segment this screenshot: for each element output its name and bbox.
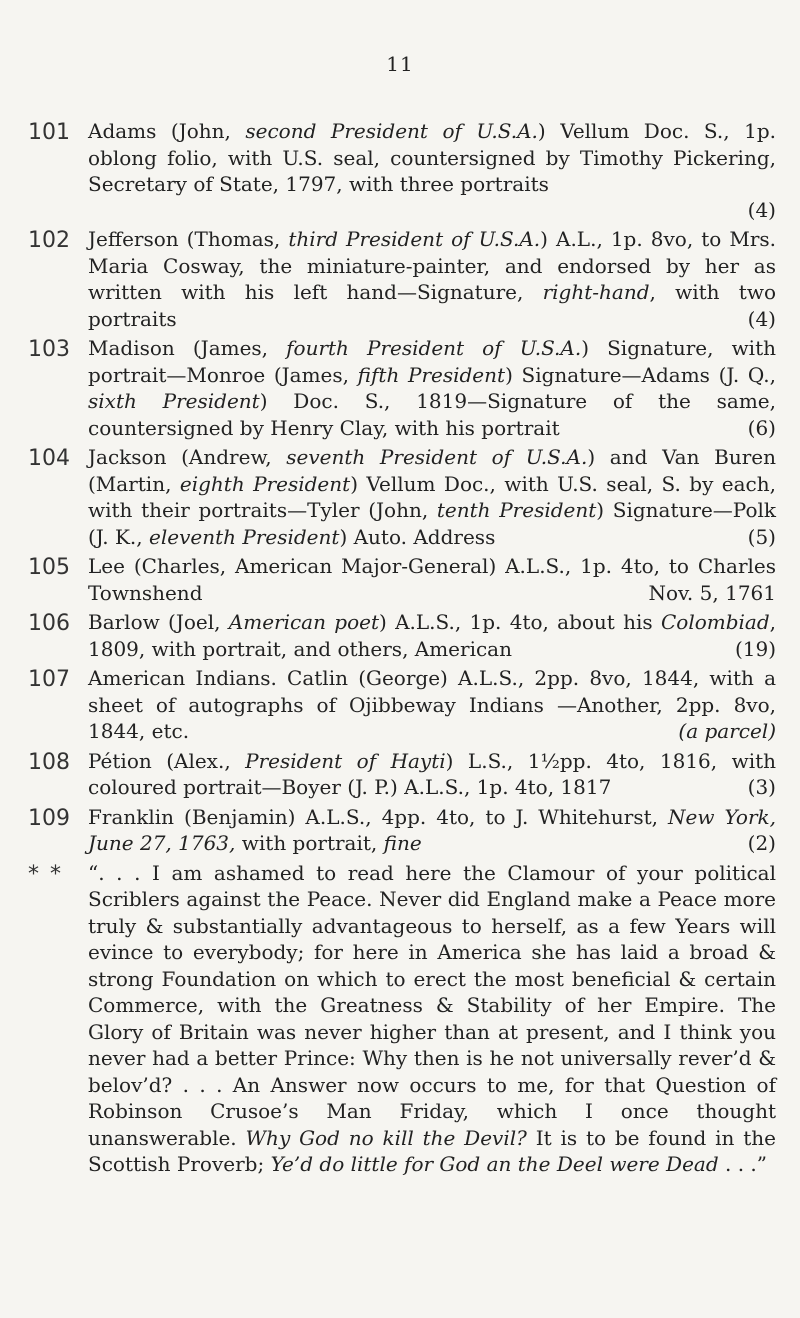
catalogue-lot (28, 860, 788, 1178)
catalogue-lot (28, 804, 788, 857)
text-run: ) Signature—Polk (J. K., (88, 498, 776, 549)
italic-text: sixth President (88, 389, 260, 413)
page-number: 11 (386, 52, 414, 76)
lot-description (88, 335, 776, 441)
text-run: , 1809, with portrait, and others, American (88, 610, 776, 661)
lot-number: 109 (28, 805, 70, 831)
lot-description (88, 444, 776, 550)
text-run: ) Signature—Adams (J. Q., (505, 362, 776, 387)
text-run: ) A.L., 1p. 8vo, to Mrs. Maria Cosway, the miniature-painter, and endorsed by her as written with his left hand—Signature, (88, 227, 777, 304)
text-run: ) Vellum Doc., with U.S. seal, S. by each, with their portraits—Tyler (John, (88, 471, 776, 522)
lot-quantity: (6) (747, 415, 776, 440)
text-run: , with two portraits (88, 280, 777, 331)
text-run: Barlow (Joel, (88, 610, 229, 634)
text-run: ) A.L.S., 1p. 4to, about his (379, 610, 661, 634)
catalogue-lot (28, 335, 788, 441)
lot-quantity: (a parcel) (678, 719, 776, 743)
lot-description (88, 118, 776, 223)
lot-quantity: (2) (747, 831, 776, 855)
catalogue-lot (28, 118, 788, 223)
text-run: ) Vellum Doc. S., 1p. oblong folio, with U.S. seal, countersigned by Timothy Pickering, Secretary of State, 1797, with three portraits (88, 119, 777, 196)
text-run: It is to be found in the Scottish Proverb; (88, 1125, 776, 1176)
lot-quantity: (4) (747, 306, 776, 331)
italic-text: eleventh President (149, 524, 340, 549)
lot-list (28, 118, 788, 1181)
lot-number: 103 (28, 337, 70, 362)
text-run: ) and Van Buren (Martin, (88, 445, 776, 496)
text-run: Jefferson (Thomas, (88, 227, 289, 251)
text-run: Jackson (Andrew, (88, 445, 287, 469)
italic-text: seventh President of U.S.A. (286, 445, 588, 469)
lot-quantity: (4) (747, 197, 776, 222)
catalogue-lot (28, 748, 788, 801)
italic-text: fourth President of U.S.A. (286, 336, 582, 360)
italic-text: New York, June 27, 1763, (88, 804, 776, 855)
catalogue-lot (28, 226, 788, 332)
lot-description (88, 609, 776, 662)
lot-description (88, 226, 776, 332)
text-run: Madison (James, (88, 336, 287, 360)
text-run: Franklin (Benjamin) A.L.S., 4pp. 4to, to J. Whitehurst, (88, 804, 668, 829)
lot-quantity: Nov. 5, 1761 (648, 580, 776, 605)
text-run: American Indians. Catlin (George) A.L.S., 2pp. 8vo, 1844, with a sheet of autographs of Ojibbeway Indians —Another, 2pp. 8vo, 1844, etc. (88, 666, 776, 743)
italic-text: second President of U.S.A. (245, 119, 538, 143)
text-run: with portrait, (235, 831, 384, 855)
italic-text: Ye’d do little for God an the Deel were Dead (270, 1152, 719, 1176)
lot-number: 106 (28, 611, 70, 636)
lot-number: 105 (28, 555, 70, 580)
italic-text: American poet (228, 610, 379, 634)
lot-description (88, 553, 776, 606)
italic-text: fine (383, 831, 422, 855)
catalogue-lot (28, 553, 788, 606)
italic-text: Why God no kill the Devil? (245, 1125, 536, 1150)
lot-quantity: (5) (747, 524, 776, 549)
italic-text: third President of U.S.A. (288, 227, 541, 251)
italic-text: President of Hayti (245, 748, 446, 773)
text-run: Pétion (Alex., (88, 748, 246, 773)
text-run: ) Signature, with portrait—Monroe (James, (88, 336, 776, 387)
lot-quantity: (3) (747, 775, 776, 799)
asterisk-marker: * * (28, 861, 63, 887)
lot-description (88, 665, 776, 745)
lot-number: 104 (28, 446, 70, 471)
italic-text: eighth President (179, 471, 351, 496)
text-run: “. . . I am ashamed to read here the Clamour of your political Scriblers against the Peace. Never did England make a Peace more truly & substantially advantageous to herself, as a few Years will evince to everybody; for here in America she has laid a broad & strong Foundation on which to erect the most beneficial & certain Commerce, with the Greatness & Stability of her Empire. The Glory of Britain was never higher than at present, and I think you never had a better Prince: Why then is he not universally rever’d & belov’d? . . . An Answer now occurs to me, for that Question of Robinson Crusoe’s Man Friday, which I once thought unanswerable. (88, 860, 776, 1150)
text-run: Adams (John, (88, 119, 246, 143)
quoted-letter-excerpt (88, 860, 776, 1178)
text-run: ) L.S., 1½pp. 4to, 1816, with coloured portrait—Boyer (J. P.) A.L.S., 1p. 4to, 1817 (88, 748, 777, 799)
text-run: ) Doc. S., 1819—Signature of the same, countersigned by Henry Clay, with his portrait (88, 389, 776, 440)
text-run: . . .” (718, 1152, 768, 1176)
text-run: Lee (Charles, American Major-General) A.L.S., 1p. 4to, to Charles Townshend (88, 554, 776, 605)
italic-text: right-hand (542, 280, 650, 304)
catalogue-lot (28, 609, 788, 662)
catalogue-lot (28, 444, 788, 550)
lot-number: 102 (28, 228, 70, 253)
lot-number: 108 (28, 749, 70, 775)
lot-number: 107 (28, 667, 70, 692)
italic-text: tenth President (436, 498, 597, 522)
lot-quantity: (19) (734, 636, 776, 661)
lot-description (88, 748, 776, 801)
italic-text: Colombiad (660, 610, 770, 634)
text-run: ) Auto. Address (339, 524, 496, 549)
lot-number: 101 (28, 120, 70, 145)
lot-description (88, 804, 776, 857)
italic-text: fifth President (357, 362, 506, 387)
catalogue-lot (28, 665, 788, 745)
